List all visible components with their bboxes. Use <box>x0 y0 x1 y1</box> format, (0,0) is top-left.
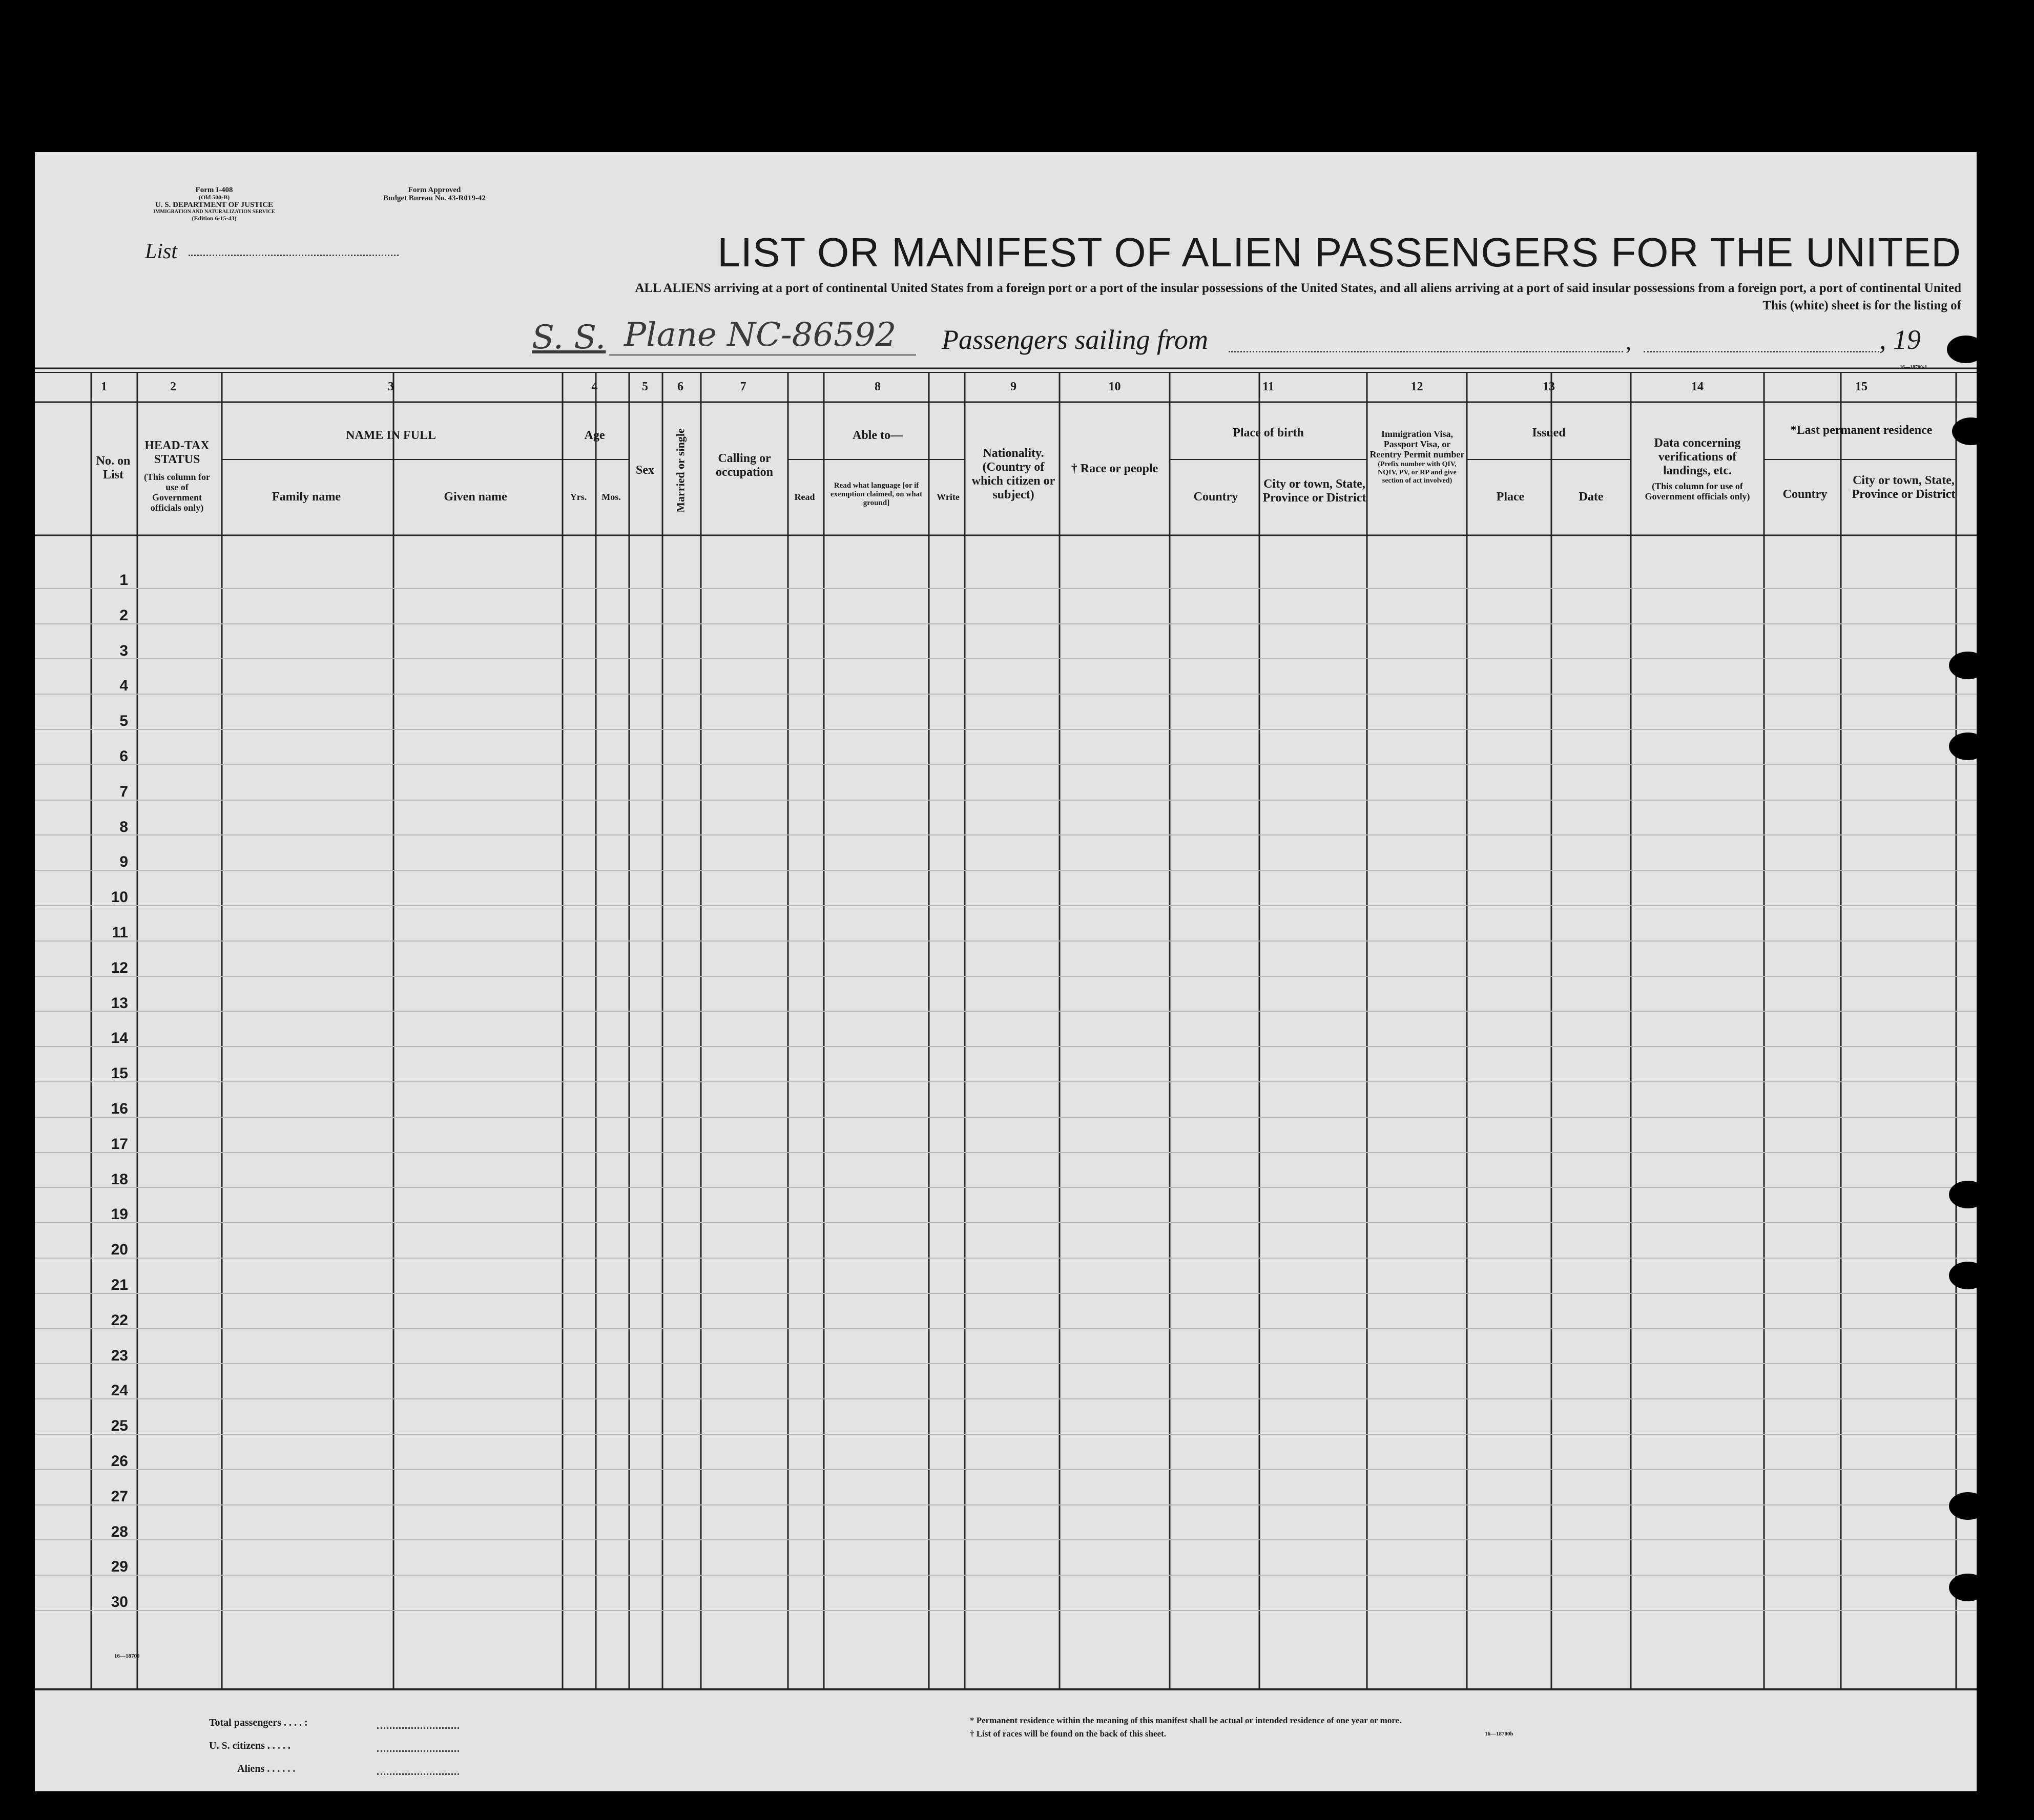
header-able-to: Able to— <box>853 429 903 442</box>
row-number: 19 <box>111 1206 128 1223</box>
header-visa <box>1368 429 1466 485</box>
row-number: 24 <box>111 1382 128 1399</box>
punch-hole <box>1949 1181 1987 1208</box>
colnum-10: 10 <box>1108 380 1121 393</box>
vessel-name-handwritten: Plane NC-86592 <box>624 316 897 354</box>
header-given-name: Given name <box>444 490 507 504</box>
header-nationality: Nationality. (Country of which citizen or subject) <box>971 447 1055 501</box>
header-last-residence: *Last permanent residence <box>1790 424 1933 437</box>
colnum-1: 1 <box>101 380 107 393</box>
row-number: 12 <box>111 959 128 976</box>
header-sex: Sex <box>636 464 654 477</box>
punch-hole <box>1949 1262 1987 1289</box>
header-age: Age <box>584 429 605 442</box>
colnum-7: 7 <box>740 380 746 393</box>
row-number: 26 <box>111 1453 128 1470</box>
header-read-language: Read what language [or if exemption claimed, on what ground] <box>830 482 923 507</box>
aliens-field[interactable] <box>377 1773 459 1775</box>
row-number: 10 <box>111 889 128 906</box>
header-city: City or town, State, Province or District <box>1262 477 1366 505</box>
header-date: Date <box>1579 490 1604 504</box>
row-number: 9 <box>119 853 128 870</box>
header-country-2: Country <box>1782 488 1828 501</box>
aliens-label: Aliens . . . . . . <box>237 1763 296 1774</box>
header-family-name: Family name <box>272 490 341 504</box>
row-number: 18 <box>111 1171 128 1188</box>
row-number: 22 <box>111 1312 128 1329</box>
header-read: Read <box>794 492 815 502</box>
punch-hole <box>1949 1492 1987 1520</box>
year-prefix: , 19 <box>1879 324 1921 355</box>
header-no-on-list: No. on List <box>96 454 131 482</box>
visa-note: (Prefix number with QIV, NQIV, PV, or RP and give section of act involved) <box>1378 461 1457 485</box>
row-number: 20 <box>111 1241 128 1258</box>
header-name-in-full: NAME IN FULL <box>345 429 436 442</box>
subtitle-line-1: ALL ALIENS arriving at a port of continental United States from a foreign port or a port of the insular possessions of the United States, and all aliens arriving at a port of said insular possessions from a foreign port, a port of continental United <box>635 281 1961 295</box>
colnum-9: 9 <box>1010 380 1016 393</box>
row-number: 25 <box>111 1417 128 1434</box>
department: U. S. DEPARTMENT OF JUSTICE <box>155 201 274 209</box>
header-calling: Calling or occupation <box>715 452 773 479</box>
row-number: 4 <box>119 677 128 694</box>
us-citizens-text: U. S. citizens <box>209 1740 265 1751</box>
row-number: 13 <box>111 995 128 1012</box>
aliens-text: Aliens <box>237 1763 265 1774</box>
header-data-concerning <box>1636 436 1759 501</box>
row-number: 6 <box>119 748 128 765</box>
code-bottom-left: 16—18700 <box>114 1653 140 1659</box>
code-top: 16—18700-1 <box>1900 365 1927 370</box>
row-number: 15 <box>111 1065 128 1082</box>
row-number: 2 <box>119 607 128 624</box>
row-number: 30 <box>111 1594 128 1610</box>
edition: (Edition 6-15-43) <box>192 215 237 222</box>
header-issued: Issued <box>1532 426 1566 440</box>
row-number: 5 <box>119 713 128 729</box>
sailing-from-label: Passengers sailing from <box>942 324 1209 355</box>
old-number: (Old 500-B) <box>198 194 230 201</box>
footnote-races: † List of races will be found on the back of this sheet. <box>970 1729 1166 1739</box>
colnum-5: 5 <box>642 380 648 393</box>
row-number: 3 <box>119 642 128 659</box>
row-number: 29 <box>111 1558 128 1575</box>
header-place-of-birth: Place of birth <box>1233 426 1304 440</box>
manifest-sheet <box>35 152 1977 1791</box>
colnum-12: 12 <box>1410 380 1423 393</box>
header-head-tax <box>142 439 212 513</box>
colnum-4: 4 <box>591 380 598 393</box>
punch-hole <box>1947 336 1985 363</box>
colnum-13: 13 <box>1543 380 1555 393</box>
header-city-2: City or town, State, Province or District <box>1852 474 1956 501</box>
list-label: List <box>145 240 178 263</box>
row-number: 28 <box>111 1523 128 1540</box>
header-place: Place <box>1496 490 1525 504</box>
row-number: 7 <box>119 783 128 800</box>
us-citizens-field[interactable] <box>377 1750 459 1752</box>
colnum-2: 2 <box>170 380 176 393</box>
code-bottom-right: 16—18700b <box>1485 1731 1513 1737</box>
head-tax-title: HEAD-TAX STATUS <box>144 439 210 466</box>
header-write: Write <box>937 492 960 502</box>
row-number: 8 <box>119 819 128 835</box>
punch-hole <box>1949 733 1987 760</box>
header-mos: Mos. <box>601 492 621 502</box>
vessel-prefix: S. S. <box>532 319 606 357</box>
comma-1: , <box>1626 329 1631 354</box>
header-married-or-single: Married or single <box>674 428 687 513</box>
year-prefix-number: 19 <box>1893 324 1921 355</box>
subtitle-line-2: This (white) sheet is for the listing of <box>1762 299 1961 312</box>
row-number: 1 <box>119 572 128 589</box>
colnum-15: 15 <box>1855 380 1867 393</box>
total-passengers-text: Total passengers <box>209 1717 281 1728</box>
head-tax-note: (This column for use of Government officials only) <box>143 472 210 513</box>
row-number: 14 <box>111 1030 128 1047</box>
punch-hole <box>1949 652 1987 679</box>
service: IMMIGRATION AND NATURALIZATION SERVICE <box>153 209 275 215</box>
data-concerning-note: (This column for use of Government officials only) <box>1645 481 1750 501</box>
row-number: 27 <box>111 1488 128 1505</box>
header-yrs: Yrs. <box>570 492 587 502</box>
form-approved: Form Approved <box>408 186 461 194</box>
row-number: 11 <box>112 924 128 941</box>
colnum-11: 11 <box>1262 380 1274 393</box>
colnum-6: 6 <box>677 380 683 393</box>
page-title: LIST OR MANIFEST OF ALIEN PASSENGERS FOR THE UNITED <box>717 229 1961 275</box>
form-number: Form I-408 <box>195 186 233 194</box>
punch-hole <box>1949 1574 1987 1601</box>
punch-hole <box>1952 417 1990 445</box>
total-passengers-label: Total passengers . . . . : <box>209 1717 308 1728</box>
row-number: 17 <box>111 1136 128 1153</box>
total-passengers-field[interactable] <box>377 1727 459 1729</box>
footnote-permanent-residence: * Permanent residence within the meaning of this manifest shall be actual or intended residence of one year or more. <box>970 1716 1402 1725</box>
data-concerning-title: Data concerning verifications of landings, etc. <box>1654 436 1741 477</box>
row-number: 23 <box>111 1347 128 1364</box>
row-number: 16 <box>111 1100 128 1117</box>
colnum-8: 8 <box>875 380 881 393</box>
colnum-3: 3 <box>388 380 394 393</box>
visa-title: Immigration Visa, Passport Visa, or Reentry Permit number <box>1369 429 1465 459</box>
row-number: 21 <box>111 1277 128 1293</box>
us-citizens-label: U. S. citizens . . . . . <box>209 1740 290 1751</box>
header-race: † Race or people <box>1071 462 1158 475</box>
header-country: Country <box>1193 490 1238 504</box>
budget-bureau: Budget Bureau No. 43-R019-42 <box>383 194 486 202</box>
colnum-14: 14 <box>1691 380 1704 393</box>
table-grid <box>35 152 1977 1791</box>
